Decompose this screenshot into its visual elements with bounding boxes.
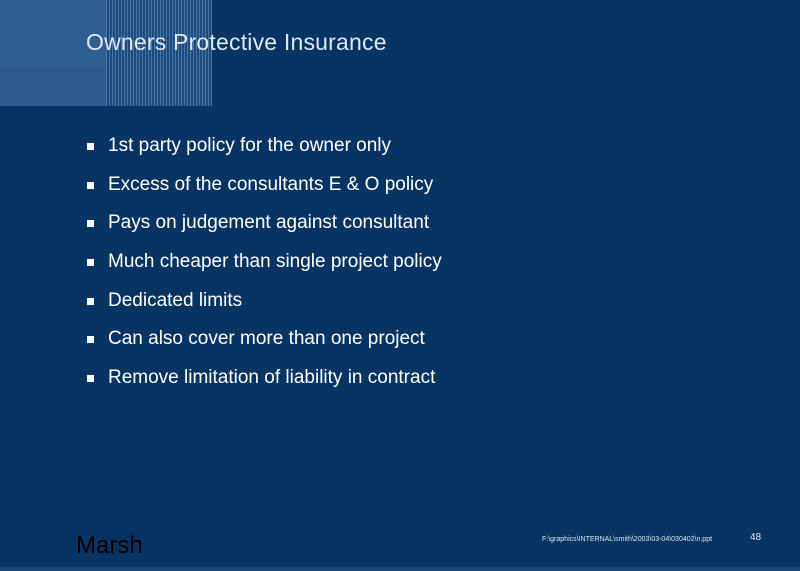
square-bullet-icon [87, 182, 94, 189]
brand-logo-text: Marsh [76, 532, 143, 559]
bullet-text: Excess of the consultants E & O policy [108, 173, 434, 195]
bullet-text: Pays on judgement against consultant [108, 212, 430, 234]
bullet-item [86, 326, 442, 365]
bullet-text: 1st party policy for the owner only [108, 135, 392, 156]
file-path-label: F:\graphics\INTERNAL\smith\2003\03-04\030402\n.ppt [542, 536, 713, 543]
page-number: 48 [750, 532, 762, 543]
bullet-text: Dedicated limits [108, 289, 243, 311]
square-bullet-icon [87, 259, 94, 266]
square-bullet-icon [87, 336, 94, 343]
bullet-item [86, 172, 442, 211]
slide-title: Owners Protective Insurance [86, 29, 387, 55]
bullet-text: Remove limitation of liability in contract [108, 367, 436, 389]
square-bullet-icon [87, 220, 94, 227]
bullet-item [86, 133, 442, 172]
bullet-item [86, 365, 442, 404]
bullet-text: Can also cover more than one project [108, 328, 425, 350]
bullet-text: Much cheaper than single project policy [108, 251, 442, 273]
bullet-item [86, 249, 442, 288]
square-bullet-icon [87, 298, 94, 305]
square-bullet-icon [87, 375, 94, 382]
bullet-item [86, 210, 442, 249]
footer-strip [0, 567, 800, 571]
square-bullet-icon [87, 143, 94, 150]
bullet-list [86, 133, 442, 404]
bullet-item [86, 288, 442, 327]
